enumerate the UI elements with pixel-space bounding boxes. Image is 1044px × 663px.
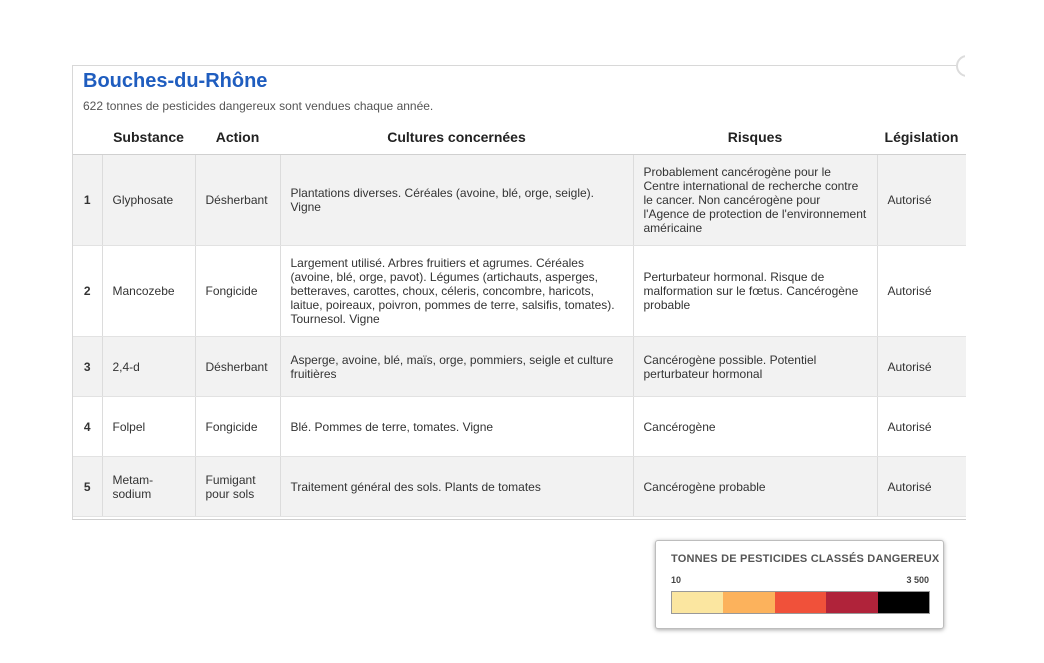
header-substance: Substance — [102, 120, 195, 155]
legend-swatch-2 — [723, 592, 774, 613]
legislation-cell: Autorisé — [877, 246, 966, 337]
legislation-cell: Autorisé — [877, 155, 966, 246]
risques-cell: Cancérogène probable — [633, 457, 877, 517]
substance-cell: Folpel — [102, 397, 195, 457]
cultures-cell: Traitement général des sols. Plants de tomates — [280, 457, 633, 517]
risques-cell: Perturbateur hormonal. Risque de malformation sur le fœtus. Cancérogène probable — [633, 246, 877, 337]
cultures-cell: Asperge, avoine, blé, maïs, orge, pommiers, seigle et culture fruitières — [280, 337, 633, 397]
table-row — [73, 155, 966, 246]
map-legend — [655, 540, 944, 629]
cultures-cell: Blé. Pommes de terre, tomates. Vigne — [280, 397, 633, 457]
legislation-cell: Autorisé — [877, 397, 966, 457]
cultures-cell: Plantations diverses. Céréales (avoine, blé, orge, seigle). Vigne — [280, 155, 633, 246]
header-action: Action — [195, 120, 280, 155]
table-row — [73, 457, 966, 517]
row-number: 4 — [73, 397, 102, 457]
substance-cell: Metam-sodium — [102, 457, 195, 517]
substance-cell: Glyphosate — [102, 155, 195, 246]
risques-cell: Cancérogène — [633, 397, 877, 457]
header-number — [73, 120, 102, 155]
header-legislation: Législation — [877, 120, 966, 155]
popup-edge-mask — [965, 50, 985, 84]
substance-cell: Mancozebe — [102, 246, 195, 337]
popup-title: Bouches-du-Rhône — [83, 70, 268, 92]
action-cell: Désherbant — [195, 155, 280, 246]
popup-subtitle: 622 tonnes de pesticides dangereux sont vendues chaque année. — [83, 99, 434, 113]
department-popup — [72, 65, 966, 520]
row-number: 2 — [73, 246, 102, 337]
action-cell: Fongicide — [195, 246, 280, 337]
risques-cell: Probablement cancérogène pour le Centre international de recherche contre le cancer. Non cancérogène pour l'Agence de protection de l'environnement américaine — [633, 155, 877, 246]
table-row — [73, 337, 966, 397]
table-header-row — [73, 120, 966, 155]
row-number: 3 — [73, 337, 102, 397]
row-number: 5 — [73, 457, 102, 517]
legend-swatch-1 — [672, 592, 723, 613]
row-number: 1 — [73, 155, 102, 246]
action-cell: Fongicide — [195, 397, 280, 457]
header-risques: Risques — [633, 120, 877, 155]
legend-swatch-4 — [826, 592, 877, 613]
action-cell: Désherbant — [195, 337, 280, 397]
legislation-cell: Autorisé — [877, 337, 966, 397]
pesticides-table — [73, 120, 966, 517]
substance-cell: 2,4-d — [102, 337, 195, 397]
legend-swatch-5 — [878, 592, 929, 613]
risques-cell: Cancérogène possible. Potentiel perturbateur hormonal — [633, 337, 877, 397]
cultures-cell: Largement utilisé. Arbres fruitiers et agrumes. Céréales (avoine, blé, orge, pavot). Légumes (artichauts, asperges, betteraves, carottes, choux, céleris, concombre, haricots, laitue, poireaux, poivron, pommes de terre, salsifis, tomates). Tournesol. Vigne — [280, 246, 633, 337]
legislation-cell: Autorisé — [877, 457, 966, 517]
table-row — [73, 246, 966, 337]
table-row — [73, 397, 966, 457]
legend-color-scale — [671, 591, 930, 614]
legend-title: TONNES DE PESTICIDES CLASSÉS DANGEREUX — [671, 553, 940, 565]
legend-swatch-3 — [775, 592, 826, 613]
action-cell: Fumigant pour sols — [195, 457, 280, 517]
legend-max-label: 3 500 — [906, 575, 929, 585]
legend-min-label: 10 — [671, 575, 682, 585]
header-cultures: Cultures concernées — [280, 120, 633, 155]
